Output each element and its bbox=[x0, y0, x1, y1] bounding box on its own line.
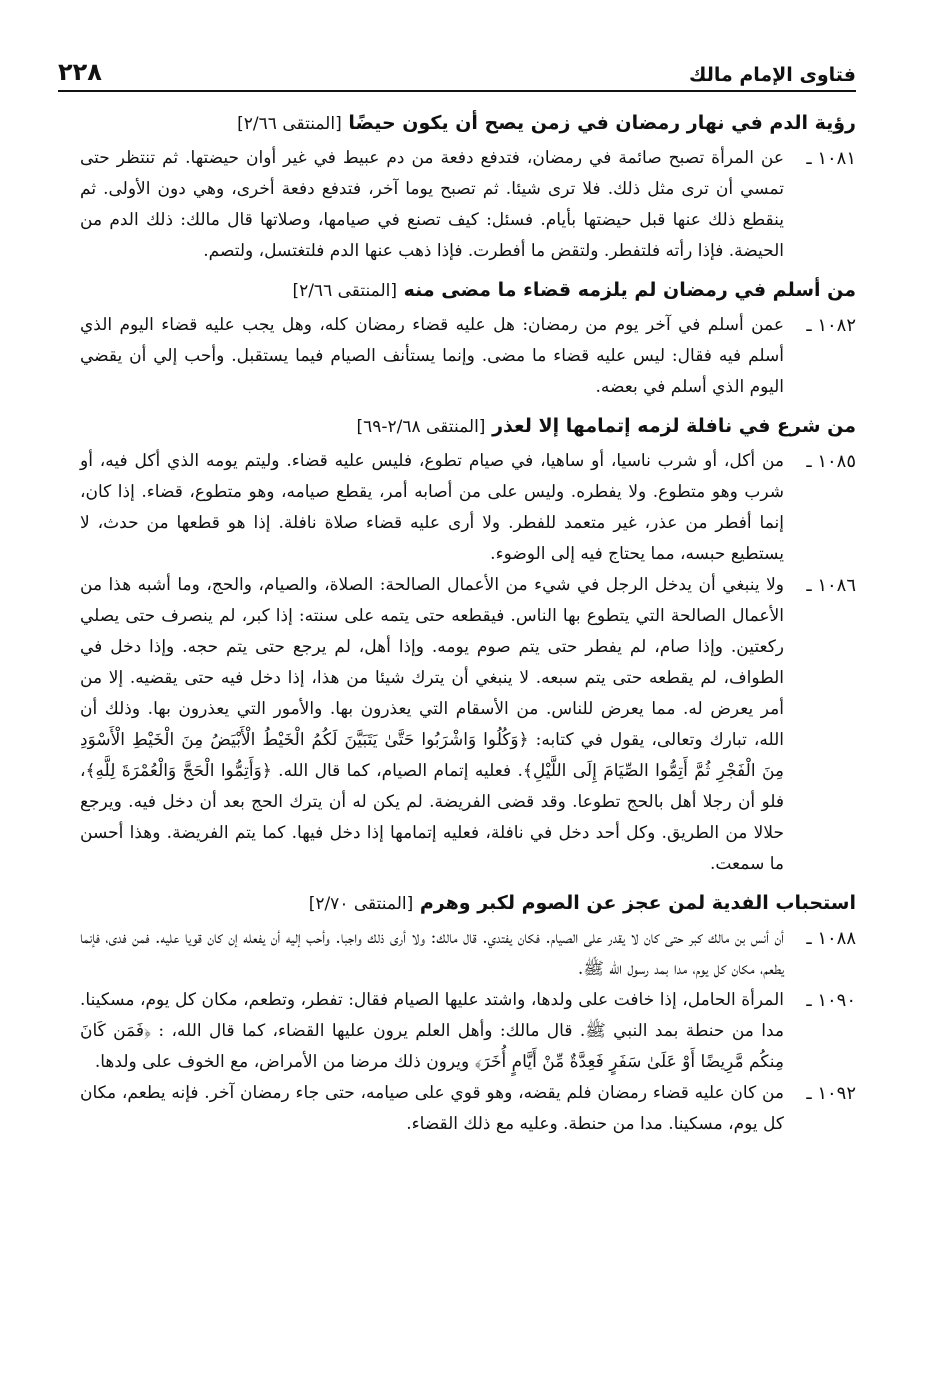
entry-text: المرأة الحامل، إذا خافت على ولدها، واشتد عليها الصيام فقال: تفطر، وتطعم، مكان كل يوم، مسكينا. مدا من حنطة بمد النبي ﷺ. قال مالك: وأهل العلم يرون عليها القضاء، كما قال الله، : ﴿فَمَن كَانَ مِنكُم مَّرِيضًا أَوْ عَلَىٰ سَفَرٍ فَعِدَّةٌ مِّنْ أَيَّامٍ أُخَرَ﴾ ويرون ذلك مرضا من الأمراض، مع الخوف على ولدها. bbox=[80, 990, 784, 1072]
fatwa-entry bbox=[80, 923, 856, 985]
entry-number: ١٠٩٠ ـ bbox=[806, 990, 856, 1011]
entry-number: ١٠٨٢ ـ bbox=[806, 315, 856, 336]
section-convert-in-ramadan bbox=[80, 273, 856, 403]
section-heading bbox=[80, 409, 856, 444]
entry-text: عن المرأة تصبح صائمة في رمضان، فتدفع دفعة من دم عبيط في غير أوان حيضتها. ثم تنتظر حتى تمسي أن ترى مثل ذلك. فلا ترى شيئا. ثم تصبح يوما آخر، فتدفع دفعة أخرى، وهي دون الأولى. ثم ينقطع ذلك عنها قبل حيضتها بأيام. فسئل: كيف تصنع في صيامها، وصلاتها قال مالك: ذلك الدم من الحيضة. فإذا رأته فلتفطر. ولتقض ما أفطرت. فإذا ذهب عنها الدم فلتغتسل، ولتصم. bbox=[80, 148, 784, 261]
book-title: فتاوى الإمام مالك bbox=[689, 64, 856, 86]
section-heading bbox=[80, 273, 856, 308]
page-body bbox=[80, 106, 856, 1146]
entry-text: أن أنس بن مالك كبر حتى كان لا يقدر على الصيام. فكان يفتدي. قال مالك: ولا أرى ذلك واجبا. وأحب إليه أن يفعله إن كان قويا عليه. فمن فدى، فإنما يطعم، مكان كل يوم، مدا بمد رسول الله ﷺ. bbox=[80, 928, 784, 979]
section-heading bbox=[80, 106, 856, 141]
fatwa-entry bbox=[80, 1078, 856, 1140]
entry-text: من أكل، أو شرب ناسيا، أو ساهيا، في صيام تطوع، فليس عليه قضاء. وليتم يومه الذي أكل فيه، أو شرب وهو متطوع. ولا يفطره. وليس على من أصابه أمر، يقطع صيامه، وهو متطوع، قضاء. إذا كان، إنما أفطر من عذر، غير متعمد للفطر. ولا أرى عليه قضاء صلاة نافلة. إذا هو قطعها من حدث، لا يستطيع حبسه، مما يحتاج فيه إلى الوضوء. bbox=[80, 451, 784, 564]
entry-number: ١٠٩٢ ـ bbox=[806, 1083, 856, 1104]
fatwa-entry bbox=[80, 446, 856, 570]
reference: [المنتقى ٢/٧٠] bbox=[308, 894, 414, 914]
entry-number: ١٠٨٦ ـ bbox=[806, 575, 856, 596]
fatwa-entry bbox=[80, 985, 856, 1078]
page-number: ٢٢٨ bbox=[58, 58, 102, 86]
heading-text: من أسلم في رمضان لم يلزمه قضاء ما مضى منه bbox=[403, 279, 856, 301]
entry-number: ١٠٨١ ـ bbox=[806, 148, 856, 169]
reference: [المنتقى ٢/٦٨-٦٩] bbox=[356, 417, 486, 437]
entry-number: ١٠٨٨ ـ bbox=[806, 928, 856, 949]
reference: [المنتقى ٢/٦٦] bbox=[237, 114, 342, 134]
fatwa-entry bbox=[80, 143, 856, 267]
heading-text: استحباب الفدية لمن عجز عن الصوم لكبر وهرم bbox=[419, 892, 856, 914]
section-heading bbox=[80, 886, 856, 921]
section-completing-voluntary-worship bbox=[80, 409, 856, 880]
heading-text: من شرع في نافلة لزمه إتمامها إلا لعذر bbox=[492, 415, 856, 437]
fatwa-entry bbox=[80, 570, 856, 880]
section-menstrual-blood-in-ramadan bbox=[80, 106, 856, 267]
running-header bbox=[58, 46, 856, 92]
heading-text: رؤية الدم في نهار رمضان في زمن يصح أن يكون حيضًا bbox=[348, 112, 856, 134]
entry-number: ١٠٨٥ ـ bbox=[806, 451, 856, 472]
section-fidya-for-elderly bbox=[80, 886, 856, 1140]
entry-text: عمن أسلم في آخر يوم من رمضان: هل عليه قضاء رمضان كله، وهل يجب عليه قضاء اليوم الذي أسلم فيه فقال: ليس عليه قضاء ما مضى. وإنما يستأنف الصيام فيما يستقبل. وأحب إلي أن يقضي اليوم الذي أسلم في بعضه. bbox=[80, 315, 784, 397]
fatwa-entry bbox=[80, 310, 856, 403]
entry-text: ولا ينبغي أن يدخل الرجل في شيء من الأعمال الصالحة: الصلاة، والصيام، والحج، وما أشبه هذا من الأعمال الصالحة التي يتطوع بها الناس. فيقطعه حتى يتمه على سنته: إذا كبر، لم ينصرف حتى يصلي ركعتين. وإذا صام، لم يفطر حتى يتم صوم يومه. وإذا أهل، لم يرجع حتى يتم حجه. وإذا دخل في الطواف، لم يقطعه حتى يتم سبعه. لا ينبغي أن يترك شيئا من هذا، إذا دخل فيه حتى يقضيه. إلا من أمر يعرض له. مما يعرض للناس. من الأسقام التي يعذرون بها. والأمور التي يعذرون بها. وذلك أن الله، تبارك وتعالى، يقول في كتابه: ﴿وَكُلُوا وَاشْرَبُوا حَتَّىٰ يَتَبَيَّنَ لَكُمُ الْخَيْطُ الْأَبْيَضُ مِنَ الْخَيْطِ الْأَسْوَدِ مِنَ الْفَجْرِ ثُمَّ أَتِمُّوا الصِّيَامَ إِلَى اللَّيْلِ﴾. فعليه إتمام الصيام، كما قال الله. ﴿وَأَتِمُّوا الْحَجَّ وَالْعُمْرَةَ لِلَّهِ﴾، فلو أن رجلا أهل بالحج تطوعا. وقد قضى الفريضة. لم يكن له أن يترك الحج بعد أن دخل فيه. ويرجع حلالا من الطريق. وكل أحد دخل في نافلة، فعليه إتمامها إذا دخل فيها. كما يتم الفريضة. وهذا أحسن ما سمعت. bbox=[80, 575, 784, 874]
reference: [المنتقى ٢/٦٦] bbox=[292, 281, 397, 301]
entry-text: من كان عليه قضاء رمضان فلم يقضه، وهو قوي على صيامه، حتى جاء رمضان آخر. فإنه يطعم، مكان كل يوم، مسكينا. مدا من حنطة. وعليه مع ذلك القضاء. bbox=[80, 1083, 784, 1134]
